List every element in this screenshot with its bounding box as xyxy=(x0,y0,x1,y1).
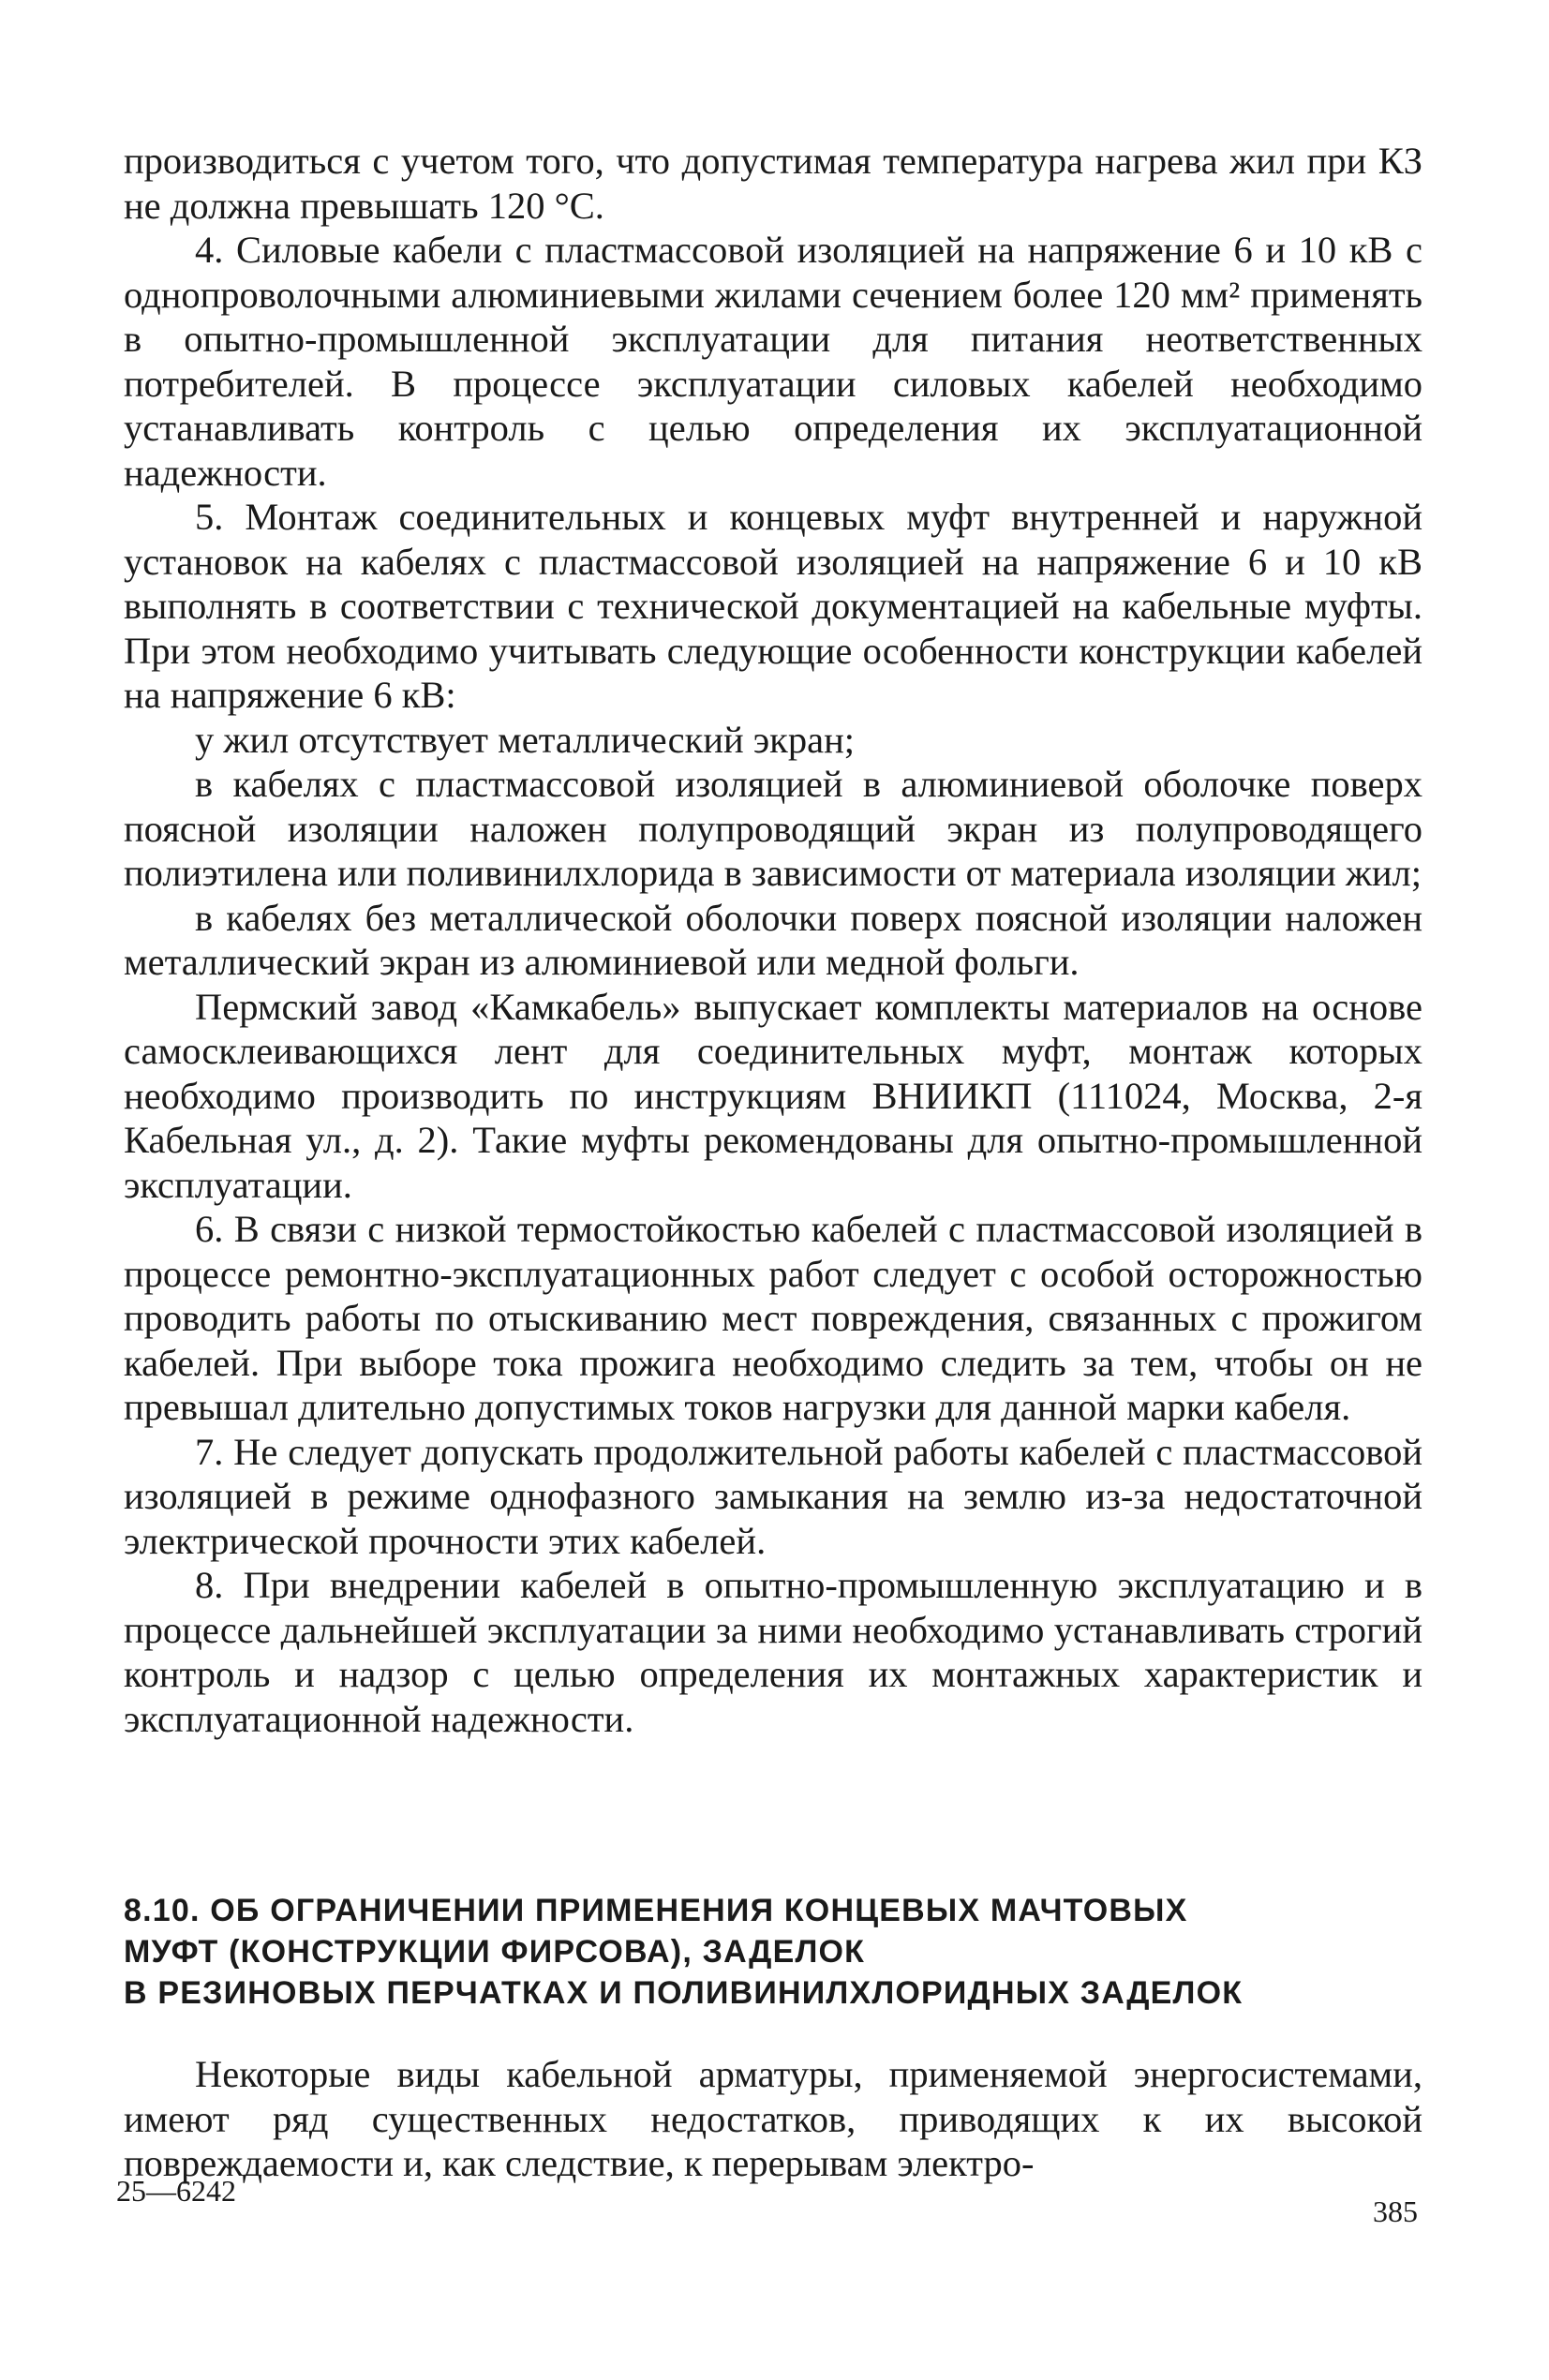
paragraph-continuation: производиться с учетом того, что допустимая температура нагрева жил при КЗ не должна превышать 120 °С. xyxy=(124,140,1422,227)
body-text xyxy=(124,139,1422,1741)
paragraph-item-4: 4. Силовые кабели с пластмассовой изоляцией на напряжение 6 и 10 кВ с однопроволочными алюминиевыми жилами сечением более 120 мм² применять в опытно-промышленной эксплуатации для питания неответственных потребителей. В процессе эксплуатации силовых кабелей необходимо устанавливать контроль с целью определения их эксплуатационной надежности. xyxy=(124,229,1422,494)
section-body xyxy=(124,2052,1422,2186)
paragraph-item-7: 7. Не следует допускать продолжительной работы кабелей с пластмассовой изоляцией в режиме однофазного замыкания на землю из-за недостаточной электрической прочности этих кабелей. xyxy=(124,1430,1422,1562)
section-heading-line-1: 8.10. ОБ ОГРАНИЧЕНИИ ПРИМЕНЕНИЯ КОНЦЕВЫХ МАЧТОВЫХ xyxy=(124,1893,1188,1928)
section-heading-line-3: В РЕЗИНОВЫХ ПЕРЧАТКАХ И ПОЛИВИНИЛХЛОРИДНЫХ ЗАДЕЛОК xyxy=(124,1975,1244,2011)
paragraph-item-8: 8. При внедрении кабелей в опытно-промышленную эксплуатацию и в процессе дальнейшей эксплуатации за ними необходимо устанавливать строгий контроль и надзор с целью определения их монтажных характеристик и эксплуатационной надежности. xyxy=(124,1564,1422,1740)
paragraph-item-5: 5. Монтаж соединительных и концевых муфт внутренней и наружной установок на кабелях с пластмассовой изоляцией на напряжение 6 и 10 кВ выполнять в соответствии с технической документацией на кабельные муфты. При этом необходимо учитывать следующие особенности конструкции кабелей на напряжение 6 кВ: xyxy=(124,496,1422,716)
paragraph-kamkabel: Пермский завод «Камкабель» выпускает комплекты материалов на основе самосклеивающихся лент для соединительных муфт, монтаж которых необходимо производить по инструкциям ВНИИКП (111024, Москва, 2-я Кабельная ул., д. 2). Такие муфты рекомендованы для опытно-промышленной эксплуатации. xyxy=(124,985,1422,1206)
list-item-aluminium-sheath: в кабелях с пластмассовой изоляцией в алюминиевой оболочке поверх поясной изоляции наложен полупроводящий экран из полупроводящего полиэтилена или поливинилхлорида в зависимости от материала изоляции жил; xyxy=(124,763,1422,894)
section-heading-line-2: МУФТ (КОНСТРУКЦИИ ФИРСОВА), ЗАДЕЛОК xyxy=(124,1934,866,1970)
section-paragraph: Некоторые виды кабельной арматуры, применяемой энергосистемами, имеют ряд существенных недостатков, приводящих к их высокой повреждаемости и, как следствие, к перерывам электро- xyxy=(124,2053,1422,2184)
printer-signature: 25—6242 xyxy=(116,2174,236,2208)
section-heading xyxy=(124,1890,1436,2014)
list-item-no-screen: у жил отсутствует металлический экран; xyxy=(195,718,856,761)
paragraph-item-6: 6. В связи с низкой термостойкостью кабелей с пластмассовой изоляцией в процессе ремонтно-эксплуатационных работ следует с особой осторожностью проводить работы по отыскиванию мест повреждения, связанных с прожигом кабелей. При выборе тока прожига необходимо следить за тем, чтобы он не превышал длительно допустимых токов нагрузки для данной марки кабеля. xyxy=(124,1208,1422,1428)
list-item-no-metal-sheath: в кабелях без металлической оболочки поверх поясной изоляции наложен металлический экран из алюминиевой или медной фольги. xyxy=(124,896,1422,983)
page-number: 385 xyxy=(1373,2194,1418,2228)
